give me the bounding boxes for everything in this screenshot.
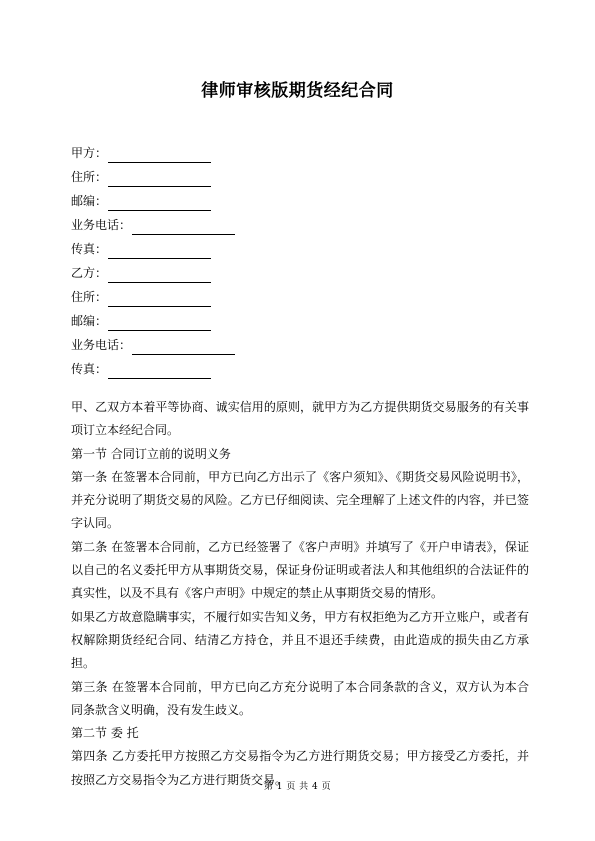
party-b-phone-blank[interactable]	[132, 340, 235, 355]
party-a-phone-blank[interactable]	[132, 220, 235, 235]
party-b-phone-label: 业务电话：	[71, 338, 132, 352]
party-b-address-row	[71, 283, 531, 307]
party-a-address-blank[interactable]	[108, 172, 211, 187]
party-a-address-label: 住所：	[71, 170, 108, 184]
party-info-list	[71, 139, 531, 379]
preamble-paragraph: 甲、乙双方本着平等协商、诚实信用的原则，就甲方为乙方提供期货交易服务的有关事项订立本经纪合同。	[71, 400, 529, 438]
party-a-name-row	[71, 139, 531, 163]
party-a-postcode-blank[interactable]	[108, 196, 211, 211]
party-a-fax-label: 传真：	[71, 242, 108, 256]
article-paragraph: 第二条 在签署本合同前，乙方已经签署了《客户声明》并填写了《开户申请表》，保证以自己的名义委托甲方从事期货交易，保证身份证明或者法人和其他组织的合法证件的真实性，以及不具有《客户声明》中规定的禁止从事期货交易的情形。	[71, 539, 529, 601]
party-a-fax-blank[interactable]	[108, 244, 211, 259]
party-b-postcode-blank[interactable]	[108, 316, 211, 331]
party-a-name-label: 甲方：	[71, 146, 108, 160]
document-title: 律师审核版期货经纪合同	[201, 81, 394, 101]
party-b-postcode-row	[71, 307, 531, 331]
party-b-fax-row	[71, 355, 531, 379]
party-a-address-row	[71, 163, 531, 187]
party-b-phone-row	[71, 331, 531, 355]
party-b-name-label: 乙方：	[71, 266, 108, 280]
party-a-phone-row	[71, 211, 531, 235]
party-a-name-blank[interactable]	[108, 148, 211, 163]
party-b-fax-label: 传真：	[71, 362, 108, 376]
party-a-postcode-label: 邮编：	[71, 194, 108, 208]
article-paragraph: 第一条 在签署本合同前，甲方已向乙方出示了《客户须知》、《期货交易风险说明书》，并充分说明了期货交易的风险。乙方已仔细阅读、完全理解了上述文件的内容，并已签字认同。	[71, 469, 529, 531]
party-b-postcode-label: 邮编：	[71, 314, 108, 328]
section-heading: 第二节 委 托	[71, 726, 139, 741]
party-b-address-blank[interactable]	[108, 292, 211, 307]
article-paragraph: 第四条 乙方委托甲方按照乙方交易指令为乙方进行期货交易；甲方接受乙方委托，并按照乙方交易指令为乙方进行期货交易。	[71, 749, 529, 787]
contract-body	[71, 396, 529, 792]
party-a-phone-label: 业务电话：	[71, 218, 132, 232]
party-b-fax-blank[interactable]	[108, 364, 211, 379]
article-paragraph: 如果乙方故意隐瞒事实，不履行如实告知义务，甲方有权拒绝为乙方开立账户，或者有权解除期货经纪合同、结清乙方持仓，并且不退还手续费，由此造成的损失由乙方承担。	[71, 609, 529, 671]
section-heading: 第一节 合同订立前的说明义务	[71, 446, 231, 461]
article-paragraph: 第三条 在签署本合同前，甲方已向乙方充分说明了本合同条款的含义，双方认为本合同条款含义明确，没有发生歧义。	[71, 679, 529, 717]
party-b-name-blank[interactable]	[108, 268, 211, 283]
party-a-fax-row	[71, 235, 531, 259]
party-b-name-row	[71, 259, 531, 283]
party-b-address-label: 住所：	[71, 290, 108, 304]
page-number-footer: 第 1 页 共 4 页	[263, 782, 332, 792]
party-a-postcode-row	[71, 187, 531, 211]
